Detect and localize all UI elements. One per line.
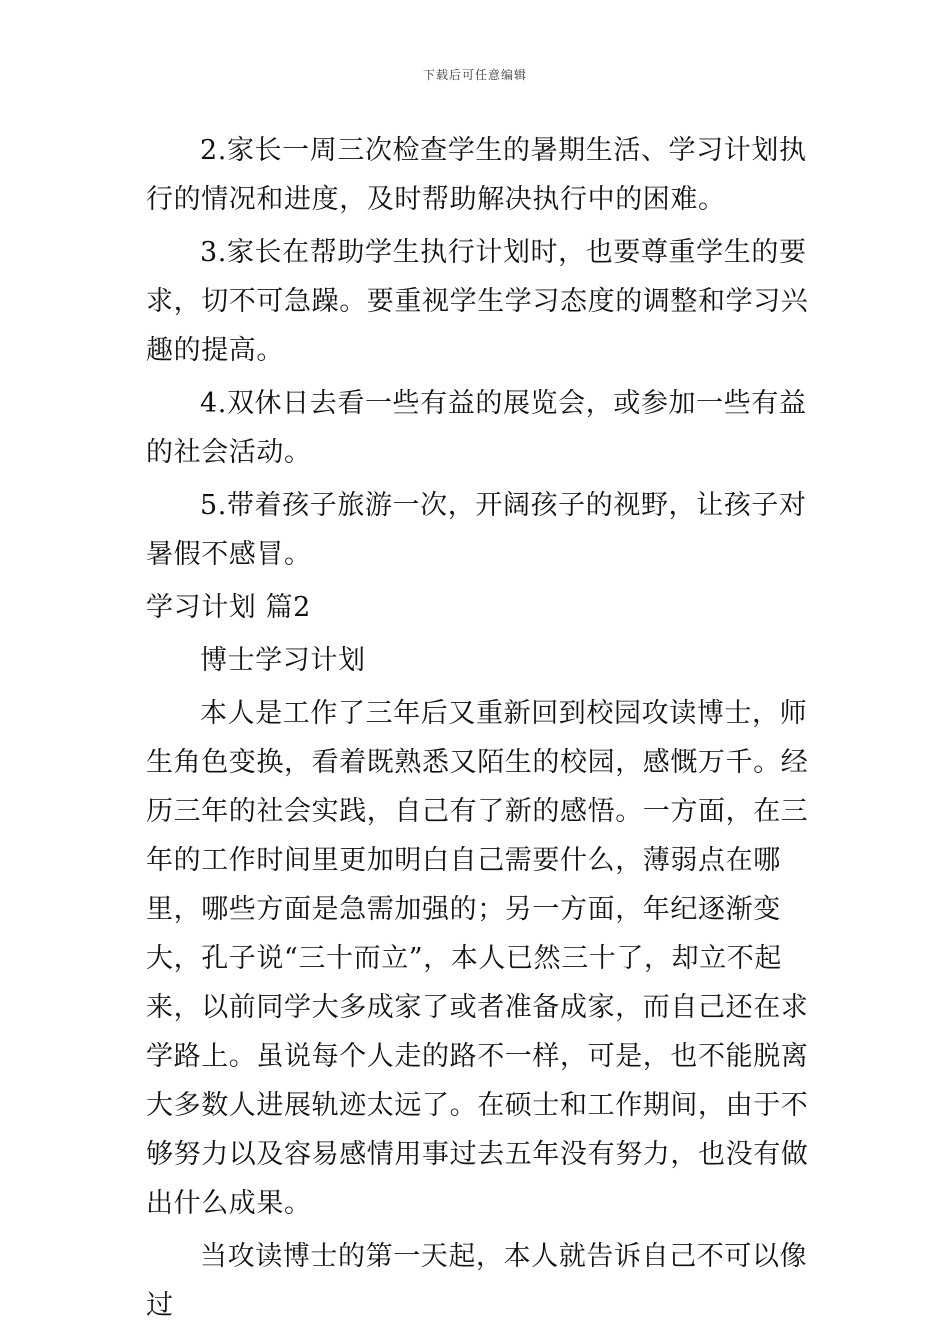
page-header-note: 下载后可任意编辑 [422, 68, 527, 82]
paragraph-item-3: 3.家长在帮助学生执行计划时，也要尊重学生的要求，切不可急躁。要重视学生学习态度的调整和学习兴趣的提高。 [146, 237, 809, 366]
body-paragraph-continued: 当攻读博士的第一天起，本人就告诉自己不可以像过 [146, 1241, 808, 1321]
paragraph-item-4: 4.双休日去看一些有益的展览会，或参加一些有益的社会活动。 [146, 388, 807, 468]
section-heading: 学习计划 篇2 [146, 592, 311, 623]
document-body [146, 126, 816, 1334]
paragraph-item-2: 2.家长一周三次检查学生的暑期生活、学习计划执行的情况和进度，及时帮助解决执行中的困难。 [146, 135, 807, 215]
paragraph-item-5: 5.带着孩子旅游一次，开阔孩子的视野，让孩子对暑假不感冒。 [146, 490, 807, 570]
body-paragraph: 本人是工作了三年后又重新回到校园攻读博士，师生角色变换，看着既熟悉又陌生的校园，感慨万千。经历三年的社会实践，自己有了新的感悟。一方面，在三年的工作时间里更加明白自己需要什么，薄弱点在哪里，哪些方面是急需加强的；另一方面，年纪逐渐变大，孔子说“三十而立”，本人已然三十了，却立不起来，以前同学大多成家了或者准备成家，而自己还在求学路上。虽说每个人走的路不一样，可是，也不能脱离大多数人进展轨迹太远了。在硕士和工作期间，由于不够努力以及容易感情用事过去五年没有努力，也没有做出什么成果。 [146, 698, 809, 1219]
section-subtitle: 博士学习计划 [200, 645, 366, 676]
